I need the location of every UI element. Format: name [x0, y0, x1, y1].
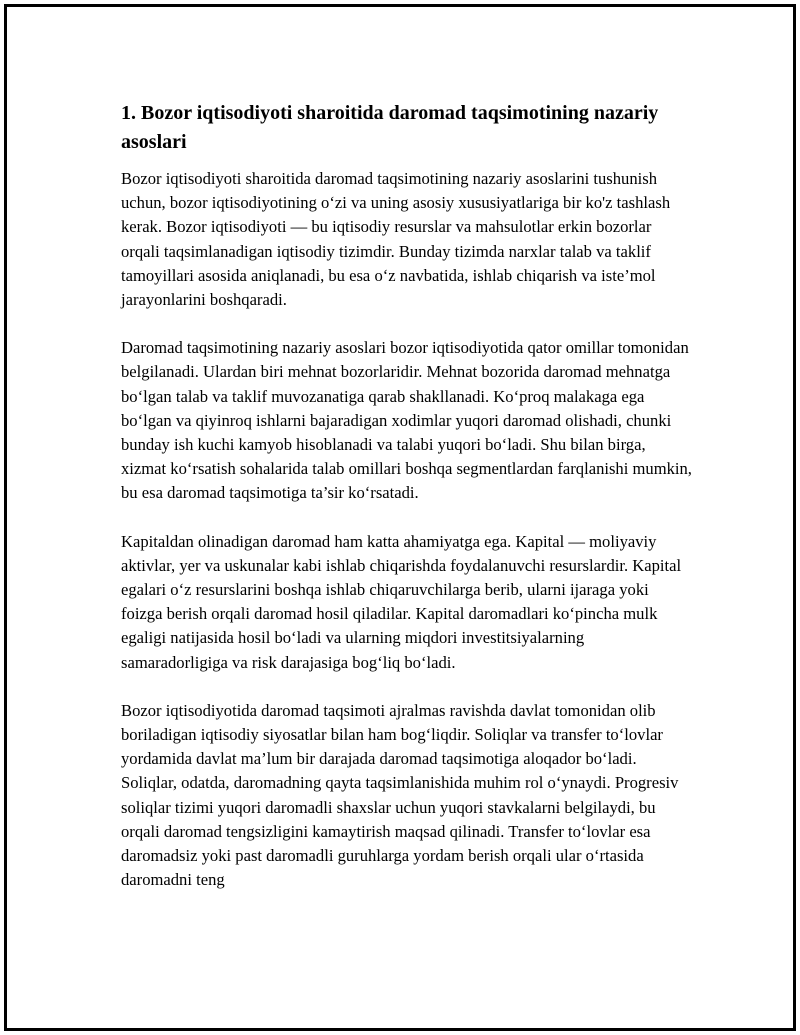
paragraph-1: Bozor iqtisodiyoti sharoitida daromad taqsimotining nazariy asoslarini tushunish uchun, bozor iqtisodiyotining o‘zi va uning asosiy xususiyatlariga bir ko'z tashlash kerak. Bozor iqtisodiyoti — bu iqtisodiy resurslar va mahsulotlar erkin bozorlar orqali taqsimlanadigan iqtisodiy tizimdir. Bunday tizimda narxlar talab va taklif tamoyillari asosida aniqlanadi, bu esa o‘z navbatida, ishlab chiqarish va iste’mol jarayonlarini boshqaradi. [121, 169, 671, 310]
paragraph-3: Kapitaldan olinadigan daromad ham katta ahamiyatga ega. Kapital — moliyaviy aktivlar, yer va uskunalar kabi ishlab chiqarishda foydalanuvchi resurslardir. Kapital egalari o‘z resurslarini boshqa ishlab chiqaruvchilarga berib, ularni ijaraga yoki foizga berish orqali daromad hosil qiladilar. Kapital daromadlari ko‘pincha mulk egaligi natijasida hosil bo‘ladi va ularning miqdori investitsiyalarning samaradorligiga va risk darajasiga bog‘liq bo‘ladi. [121, 531, 682, 672]
section-heading: 1. Bozor iqtisodiyoti sharoitida daromad taqsimotining nazariy asoslari [121, 102, 659, 153]
paragraph-4: Bozor iqtisodiyotida daromad taqsimoti ajralmas ravishda davlat tomonidan olib boriladigan iqtisodiy siyosatlar bilan ham bog‘liqdir. Soliqlar va transfer to‘lovlar yordamida davlat ma’lum bir darajada daromad taqsimotiga aloqador bo‘ladi. Soliqlar, odatda, daromadning qayta taqsimlanishida muhim rol o‘ynaydi. Progresiv soliqlar tizimi yuqori daromadli shaxslar uchun yuqori stavkalarni belgilaydi, bu orqali daromad tengsizligini kamaytirish maqsad qilinadi. Transfer to‘lovlar esa daromadsiz yoki past daromadli guruhlarga yordam berish orqali ular o‘rtasida daromadni teng [121, 700, 679, 890]
page-frame [4, 4, 796, 1031]
paragraph-2: Daromad taqsimotining nazariy asoslari bozor iqtisodiyotida qator omillar tomonidan belgilanadi. Ulardan biri mehnat bozorlaridir. Mehnat bozorida daromad mehnatga bo‘lgan talab va taklif muvozanatiga qarab shakllanadi. Ko‘proq malakaga ega bo‘lgan va qiyinroq ishlarni bajaradigan xodimlar yuqori daromad olishadi, chunki bunday ish kuchi kamyob hisoblanadi va talabi yuqori bo‘ladi. Shu bilan birga, xizmat ko‘rsatish sohalarida talab omillari boshqa segmentlardan farqlanishi mumkin, bu esa daromad taqsimotiga ta’sir ko‘rsatadi. [121, 338, 692, 503]
document-body [121, 99, 693, 916]
